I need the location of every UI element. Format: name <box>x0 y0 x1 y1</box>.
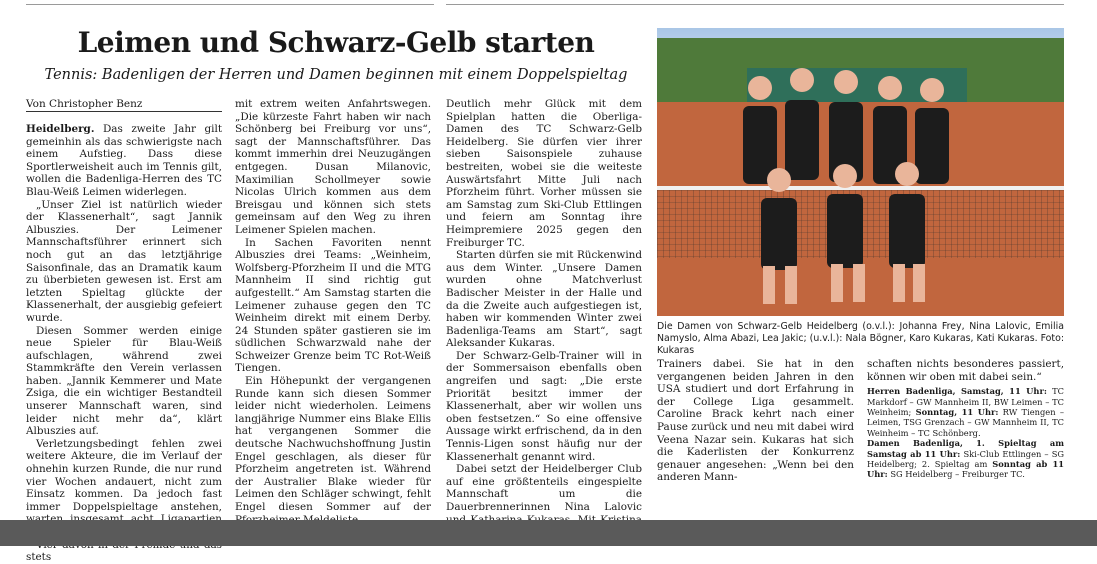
schedule-herren: Herren Badenliga, Samstag, 11 Uhr: TC Markdorf – GW Mannheim II, BW Leimen – TC Weinheim; Sonntag, 11 Uhr: RW Tiengen – Leimen, TSG Grenzach – GW Mannheim II, TC Weinheim – TC Schönberg. <box>867 386 1064 438</box>
paragraph: Der Schwarz-Gelb-Trainer will in der Sommersaison ebenfalls oben angreifen und sagt: „Die erste Priorität besitzt immer der Klassenerhalt, aber wir wollen uns oben festsetzen.“ So eine offensive Aussage wirkt erfrischend, da in den Tennis-Ligen sonst häufig nur der Klassenerhalt genannt wird. <box>446 349 642 463</box>
paragraph: In Sachen Favoriten nennt Albuszies drei Teams: „Weinheim, Wolfsberg-Pforzheim II und die MTG Mannheim II sind richtig gut aufgestellt.“ Am Samstag starten die Leimener zuhause gegen den TC Weinheim direkt mit einem Derby. 24 Stunden später gastieren sie im südlichen Schwarzwald nahe der Schweizer Grenze beim TC Rot-Weiß Tiengen. <box>235 236 431 375</box>
paragraph: Verletzungsbedingt fehlen zwei weitere Akteure, die im Verlauf der ohnehin kurzen Runde, die nur rund vier Wochen andauert, nicht zum Einsatz kommen. Da jedoch fast immer Doppelspieltage anstehen, <box>26 437 222 513</box>
paragraph: Dabei setzt der Heidelberger Club auf eine größtenteils eingespielte Mannschaft um die Dauerbrennerinnen Nina Lalovic <box>446 463 642 513</box>
paragraph: Starten dürfen sie mit Rückenwind aus dem Winter. „Unsere Damen wurden ohne Matchverlust Badischer Meister in der Halle und da die Zweite auch aufgestiegen ist, haben wir kommenden Winter zwei Badenliga-Teams am Start“, sagt Aleksander Kukaras. <box>446 249 642 350</box>
byline: Von Christopher Benz <box>26 98 222 112</box>
paragraph: schaften nichts besonderes passiert, können wir oben mit dabei sein.“ <box>867 358 1064 383</box>
dateline: Heidelberg. <box>26 123 95 135</box>
paragraph: Heidelberg. Das zweite Jahr gilt gemeinhin als das schwierigste nach einem Aufstieg. Dass diese Sportlerweisheit auch im Tennis gilt, wollen die Badenliga-Herren des TC Blau-Weiß Leimen widerlegen. <box>26 123 222 198</box>
footer-bar <box>0 520 1097 546</box>
headline: Leimen und Schwarz-Gelb starten <box>77 26 595 59</box>
subheadline: Tennis: Badenligen der Herren und Damen beginnen mit einem Doppelspieltag <box>44 67 628 83</box>
article-column-1 <box>26 123 222 564</box>
team-photo <box>657 28 1064 316</box>
photo-caption: Die Damen von Schwarz-Gelb Heidelberg (o.v.l.): Johanna Frey, Nina Lalovic, Emilia Namyslo, Alma Abazi, Lea Jakic; (u.v.l.): Nala Bögner, Karo Kukaras, Kati Kukaras. Foto: Kukaras <box>657 321 1064 356</box>
top-rule-left <box>26 4 434 5</box>
paragraph: mit extrem weiten Anfahrtswegen. „Die kürzeste Fahrt haben wir nach Schönberg bei Freiburg vor uns“, sagt der Mannschaftsführer. Das kommt immerhin drei Neuzugängen entgegen. Dusan Milanovic, Maximilian Schollmeyer sowie Nicolas Ulrich kommen aus dem Breisgau und können sich stets gemeinsam auf den Weg zu ihren Leimener Spielen machen. <box>235 98 431 236</box>
paragraph: Deutlich mehr Glück mit dem Spielplan hatten die Oberliga-Damen des TC Schwarz-Gelb Heidelberg. Sie dürfen vier ihrer sieben Saisonspiele zuhause bestreiten, wobei sie die weiteste Auswärtsfahrt Mitte Juli nach Pforzheim führt. Vorher müssen sie am Samstag zum Ski-Club Ettlingen und feiern am Sonntag ihre Heimpremiere 2025 gegen den Freiburger TC. <box>446 98 642 249</box>
paragraph: „Unser Ziel ist natürlich wieder der Klassenerhalt“, sagt Jannik Albuszies. Der Leimener Mannschaftsführer erinnert sich noch gut an das letztjährige Saisonfinale, das an Dramatik kaum zu überbieten gewesen ist. Erst am letzten Spieltag glückte der Klassenerhalt, der ausgiebig gefeiert wurde. <box>26 198 222 324</box>
top-rule-right <box>446 4 1064 5</box>
article-column-5 <box>867 358 1064 480</box>
paragraph: Ein Höhepunkt der vergangenen Runde kann sich diesen Sommer leider nicht wiederholen. Leimens langjährige Nummer eins Blake Ellis hat vergangenen Sommer die deutsche Nachwuchshoffnung Justin Engel geschlagen, als dieser für Pforzheim angetreten ist. Während der Australier Blake wieder für Leimen den Schläger schwingt, fehlt Engel diesen Sommer auf der <box>235 375 431 513</box>
article-column-3 <box>446 98 642 539</box>
article-column-4 <box>657 358 854 484</box>
article-column-2 <box>235 98 431 526</box>
paragraph: stets <box>26 551 52 564</box>
paragraph: Diesen Sommer werden einige neue Spieler für Blau-Weiß aufschlagen, während zwei Stammkräfte den Verein verlassen haben. „Jannik Kemmerer und Mate Zsiga, die ein wichtiger Bestandteil unserer Mannschaft waren, sind leider nicht mehr da“, klärt Albuszies auf. <box>26 324 222 438</box>
schedule-damen: Damen Badenliga, 1. Spieltag am Samstag ab 11 Uhr: Ski-Club Ettlingen – SG Heidelberg; 2. Spieltag am Sonntag ab 11 Uhr: SG Heidelberg – Freiburger TC. <box>867 438 1065 480</box>
paragraph: Trainers dabei. Sie hat in den vergangenen beiden Jahren in den USA studiert und dort Erfahrung in der College Liga gesammelt. Caroline Brack kehrt nach einer Pause zurück und neu mit dabei wird Veena Nazar sein. Kukaras hat sich die Kaderlisten der Konkurrenz genauer angesehen: „Wenn bei den anderen Mann- <box>657 358 854 484</box>
